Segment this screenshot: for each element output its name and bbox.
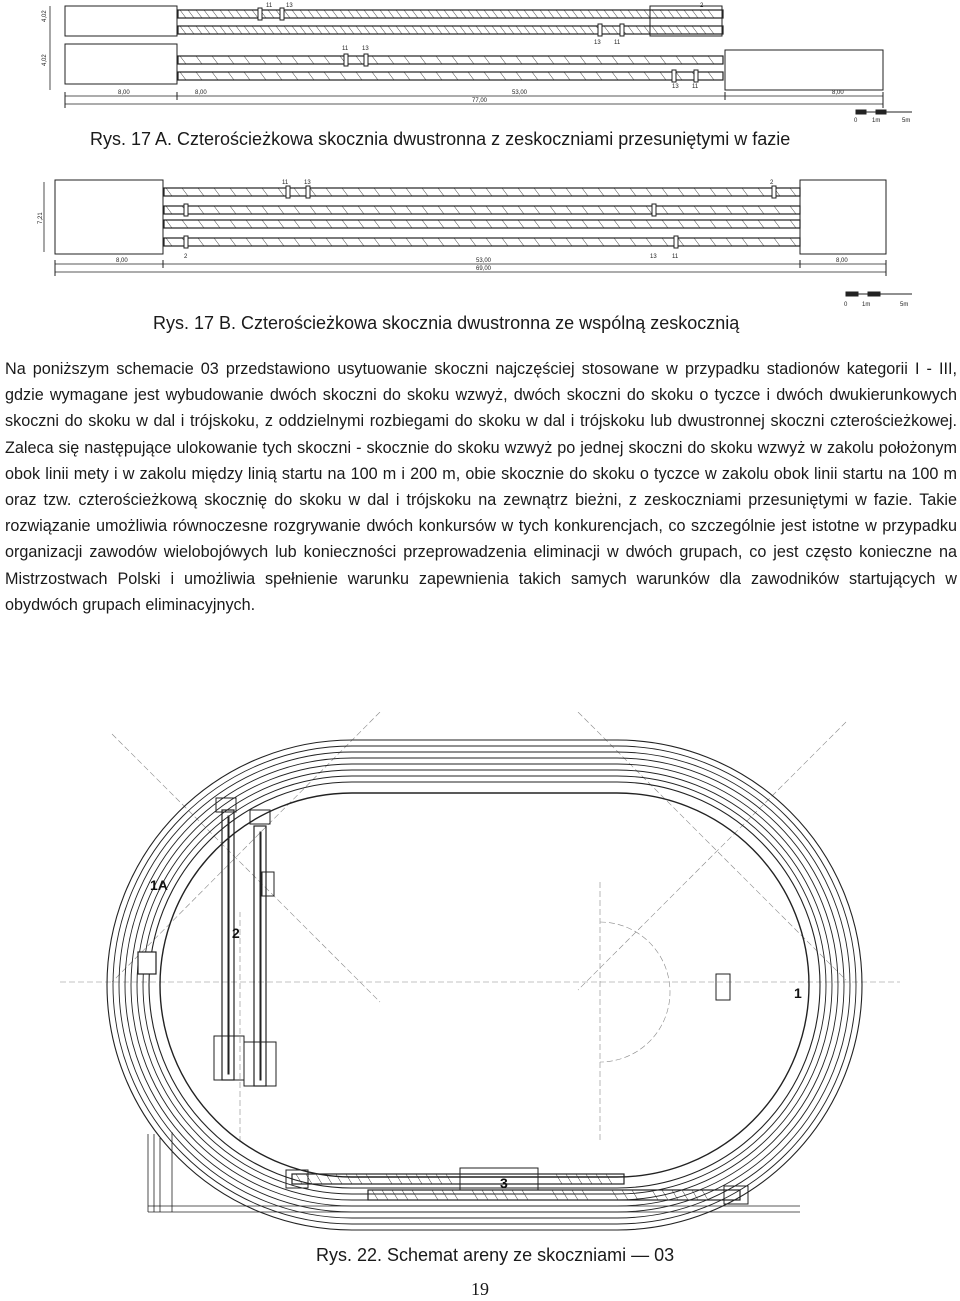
- arena-caption: Rys. 22. Schemat areny ze skoczniami — 03: [316, 1245, 675, 1265]
- fig-a-mark: 11: [266, 3, 273, 9]
- arena-label-1: 1: [794, 985, 802, 1001]
- fig-a-scale-0: 0: [854, 118, 858, 124]
- arena-label-1a: 1A: [150, 877, 168, 893]
- arena-label-2: 2: [232, 925, 240, 941]
- figure-a-caption: Rys. 17 A. Czterościeżkowa skocznia dwustronna z zeskoczniami przesuniętymi w fazie: [90, 129, 791, 149]
- fig-b-mark: 2: [184, 254, 188, 260]
- fig-b-scale-1: 1m: [862, 302, 871, 308]
- arena-drawing: [0, 712, 960, 1232]
- fig-a-mark: 2: [700, 3, 704, 9]
- fig-a-mark: 13: [362, 46, 369, 52]
- fig-a-dim-left2: 8,00: [195, 90, 207, 96]
- fig-a-mark: 13: [594, 40, 601, 46]
- fig-b-scale-0: 0: [844, 302, 848, 308]
- fig-b-dim-left: 8,00: [116, 258, 128, 264]
- fig-a-dim-right: 8,00: [832, 90, 844, 96]
- fig-a-scale-2: 5m: [902, 118, 911, 124]
- page-number: 19: [471, 1279, 489, 1299]
- fig-b-dim-right: 8,00: [836, 258, 848, 264]
- fig-a-dim-vert-2: 4,02: [42, 54, 48, 66]
- fig-b-mark: 13: [650, 254, 657, 260]
- fig-b-dim-vert: 7,21: [38, 212, 44, 224]
- fig-b-mark: 11: [282, 180, 289, 186]
- fig-a-dim-total: 77,00: [472, 98, 488, 104]
- fig-a-dim-mid: 53,00: [512, 90, 528, 96]
- arena-label-3: 3: [500, 1175, 508, 1191]
- fig-a-mark: 11: [342, 46, 349, 52]
- fig-b-mark: 11: [672, 254, 679, 260]
- body-paragraph: Na poniższym schemacie 03 przedstawiono usytuowanie skoczni najczęściej stosowane w przypadku stadionów kategorii I - III, gdzie wymagane jest wybudowanie dwóch skoczni do skoku wzwyż, dwóch skoczni do skoku o tyczce i dwóch dwukierunkowych skoczni do skoku w dal i trójskoku, z oddzielnymi rozbiegami do skoku w dal i trójskoku lub dwustronnej skoczni czterościeżkowej. Zaleca się następujące ulokowanie tych skoczni - skocznie do skoku wzwyż po jednej skoczni do skoku wzwyż w zakolu położonym obok linii mety i w zakolu między linią startu na 100 m i 200 m, obie skocznie do skoku o tyczce w zakolu obok linii startu na 100 m oraz tzw. czterościeżkową skocznię do skoku w dal i trójskoku na zewnątrz bieżni, z zeskoczniami przesuniętymi w fazie. Takie rozwiązanie umożliwia równoczesne rozgrywanie dwóch konkursów w tych konkurencjach, co szczególnie jest istotne w przypadku organizacji zawodów wielobojówych lub konieczności przeprowadzenia eliminacji w dwóch grupach, co jest często konieczne na Mistrzostwach Polski i umożliwia spełnienie warunku zapewnienia takich samych warunków dla zawodników startujących w obydwóch grupach eliminacyjnych.: [5, 360, 957, 614]
- fig-a-mark: 13: [286, 3, 293, 9]
- fig-a-scale-1: 1m: [872, 118, 881, 124]
- fig-b-dim-total: 69,00: [476, 266, 492, 272]
- fig-b-mark: 2: [770, 180, 774, 186]
- fig-a-mark: 11: [692, 84, 699, 90]
- fig-b-scale-2: 5m: [900, 302, 909, 308]
- fig-a-mark: 13: [672, 84, 679, 90]
- fig-a-dim-left: 8,00: [118, 90, 130, 96]
- fig-b-mark: 13: [304, 180, 311, 186]
- fig-a-mark: 11: [614, 40, 621, 46]
- figure-b-drawing: [0, 176, 960, 316]
- fig-b-dim-mid: 53,00: [476, 258, 492, 264]
- figure-a-drawing: [0, 0, 960, 130]
- fig-a-dim-vert-1: 4,02: [42, 10, 48, 22]
- figure-b-caption: Rys. 17 B. Czterościeżkowa skocznia dwustronna ze wspólną zeskocznią: [153, 313, 740, 333]
